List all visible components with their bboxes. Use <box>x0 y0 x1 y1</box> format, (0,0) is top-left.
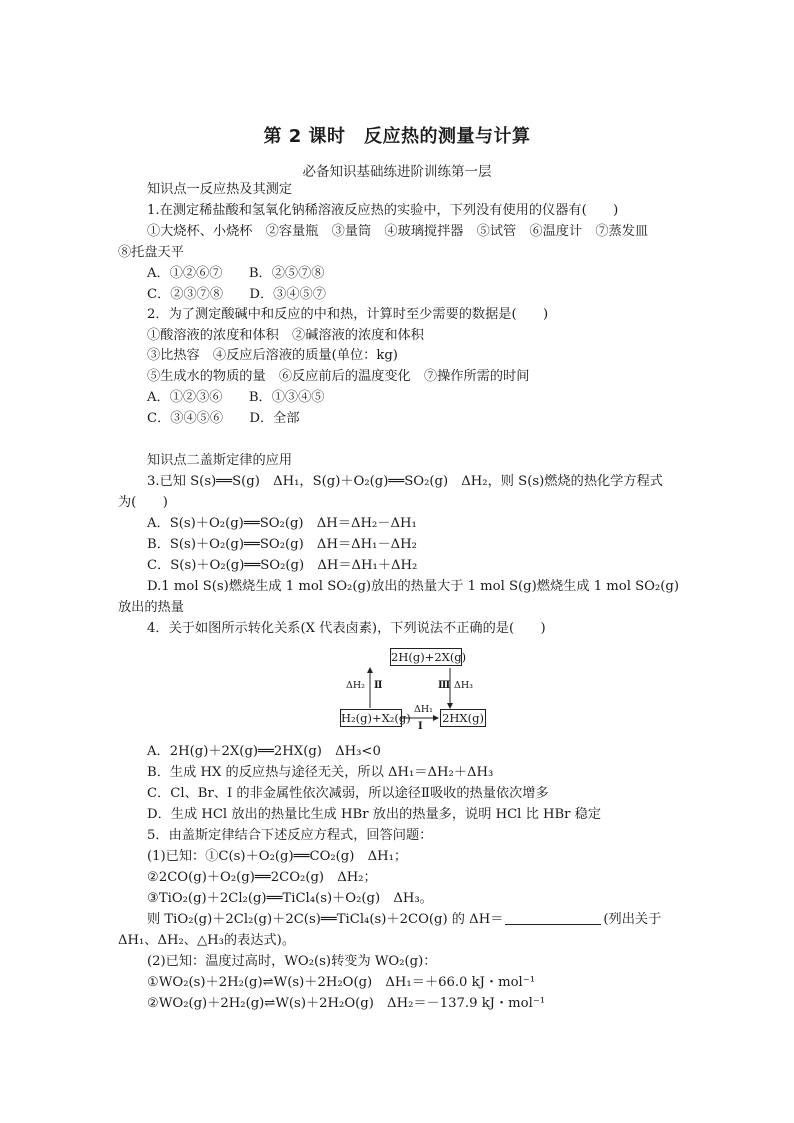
answer-option: D.1 mol S(s)燃烧生成 1 mol SO₂(g)放出的热量大于 1 mol S(g)燃烧生成 1 mol SO₂(g) <box>147 579 680 594</box>
page-title: 第 2 课时 反应热的测量与计算 <box>263 126 531 147</box>
question-text-part: 则 TiO₂(g)＋2Cl₂(g)＋2C(s)══TiCl₄(s)＋2CO(g) 的 ΔH＝ <box>147 912 504 927</box>
diagram-left-box: H₂(g)+X₂(g) <box>341 711 411 725</box>
question-text: ①酸溶液的浓度和体积 ②碱溶液的浓度和体积 <box>147 328 424 343</box>
diagram-right-box: 2HX(g) <box>440 709 486 727</box>
question-text: ②WO₂(g)＋2H₂(g)⇌W(s)＋2H₂O(g) ΔH₂＝－137.9 kJ・mol⁻¹ <box>147 996 546 1011</box>
question-text: 1.在测定稀盐酸和氢氧化钠稀溶液反应热的实验中，下列没有使用的仪器有( ) <box>147 203 619 218</box>
delta-h1-label: ΔH₁ <box>414 704 433 715</box>
answer-blank <box>505 911 601 925</box>
question-text: ①大烧杯、小烧杯 ②容量瓶 ③量筒 ④玻璃搅拌器 ⑤试管 ⑥温度计 ⑦蒸发皿 <box>147 224 649 239</box>
answer-option: A．①②③⑥ B．①③④⑤ <box>147 390 325 405</box>
answer-option: 放出的热量 <box>118 600 184 615</box>
section-heading: 知识点一反应热及其测定 <box>147 182 293 197</box>
path-ii-label: Ⅱ <box>374 680 383 691</box>
question-text: 3.已知 S(s)══S(g) ΔH₁，S(g)＋O₂(g)══SO₂(g) ΔH₂，则 S(s)燃烧的热化学方程式 <box>147 474 663 489</box>
question-text: ①WO₂(s)＋2H₂(g)⇌W(s)＋2H₂O(g) ΔH₁＝＋66.0 kJ・mol⁻¹ <box>147 975 536 990</box>
question-text: ΔH₁、ΔH₂、△H₃的表达式)。 <box>118 933 296 948</box>
delta-h3-label: ΔH₃ <box>454 680 473 691</box>
question-text: 4．关于如图所示转化关系(X 代表卤素)，下列说法不正确的是( ) <box>147 621 546 636</box>
diagram-top-box: 2H(g)+2X(g) <box>391 650 467 664</box>
answer-option: C．②③⑦⑧ D．③④⑤⑦ <box>147 287 326 302</box>
path-iii-label: Ⅲ <box>438 680 451 691</box>
section-heading: 知识点二盖斯定律的应用 <box>147 453 293 468</box>
question-text: 2．为了测定酸碱中和反应的中和热，计算时至少需要的数据是( ) <box>147 307 549 322</box>
question-text: ②2CO(g)＋O₂(g)══2CO₂(g) ΔH₂； <box>147 870 377 885</box>
question-text: 5．由盖斯定律结合下述反应方程式，回答问题： <box>147 828 433 843</box>
energy-cycle-diagram <box>338 646 484 736</box>
page-subtitle: 必备知识基础练进阶训练第一层 <box>302 164 492 180</box>
answer-option: B．生成 HX 的反应热与途径无关，所以 ΔH₁＝ΔH₂＋ΔH₃ <box>147 765 494 780</box>
question-text <box>147 911 661 929</box>
question-text: ⑧托盘天平 <box>118 245 184 260</box>
question-text: (1)已知：①C(s)＋O₂(g)══CO₂(g) ΔH₁； <box>147 849 408 864</box>
question-text: ③TiO₂(g)＋2Cl₂(g)══TiCl₄(s)＋O₂(g) ΔH₃。 <box>147 891 433 906</box>
question-text: ③比热容 ④反应后溶液的质量(单位：kg) <box>147 348 398 363</box>
answer-option: D．生成 HCl 放出的热量比生成 HBr 放出的热量多，说明 HCl 比 HBr 稳定 <box>147 807 602 822</box>
question-text-part: (列出关于 <box>603 912 662 927</box>
answer-option: A．2H(g)＋2X(g)══2HX(g) ΔH₃<0 <box>147 744 381 759</box>
answer-option: C．S(s)＋O₂(g)══SO₂(g) ΔH＝ΔH₁＋ΔH₂ <box>147 558 418 573</box>
path-i-label: Ⅰ <box>418 721 423 732</box>
question-text: (2)已知：温度过高时，WO₂(s)转变为 WO₂(g)： <box>147 954 437 969</box>
answer-option: C．③④⑤⑥ D．全部 <box>147 411 300 426</box>
delta-h2-label: ΔH₂ <box>346 680 365 691</box>
answer-option: A．①②⑥⑦ B．②⑤⑦⑧ <box>147 266 325 281</box>
question-text: 为( ) <box>118 495 168 510</box>
answer-option: C．Cl、Br、I 的非金属性依次减弱，所以途径Ⅱ吸收的热量依次增多 <box>147 786 549 801</box>
question-text: ⑤生成水的物质的量 ⑥反应前后的温度变化 ⑦操作所需的时间 <box>147 369 530 384</box>
answer-option: A．S(s)＋O₂(g)══SO₂(g) ΔH＝ΔH₂－ΔH₁ <box>147 516 417 531</box>
answer-option: B．S(s)＋O₂(g)══SO₂(g) ΔH＝ΔH₁－ΔH₂ <box>147 537 417 552</box>
